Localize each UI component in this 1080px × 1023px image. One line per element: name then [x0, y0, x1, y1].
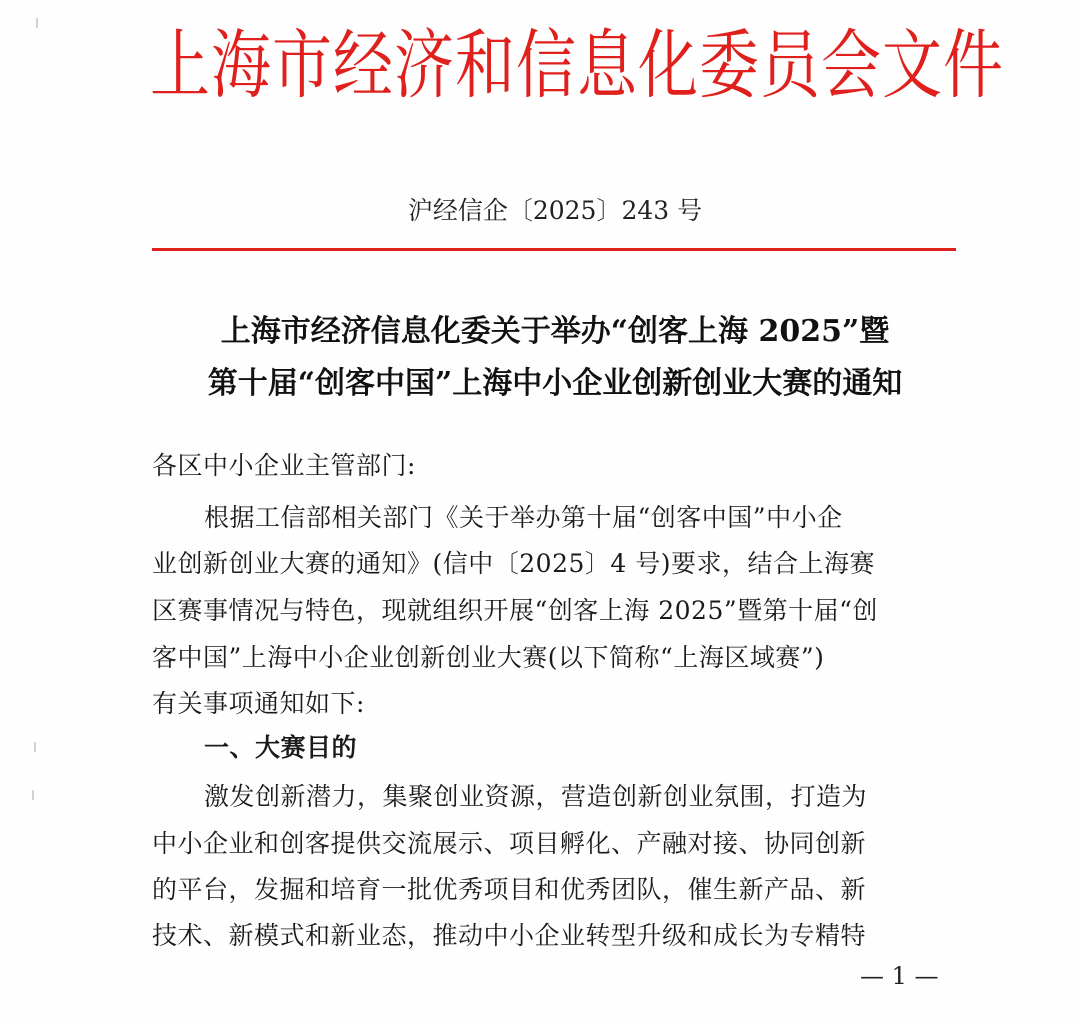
paragraph-line: 中小企业和创客提供交流展示、项目孵化、产融对接、协同创新: [152, 829, 867, 858]
salutation: 各区中小企业主管部门:: [152, 451, 416, 480]
paragraph-line: 客中国”上海中小企业创新创业大赛(以下简称“上海区域赛”): [152, 643, 825, 672]
paragraph-line: 区赛事情况与特色，现就组织开展“创客上海 2025”暨第十届“创: [152, 596, 878, 625]
paragraph-line: 的平台，发掘和培育一批优秀项目和优秀团队，催生新产品、新: [152, 875, 867, 904]
paragraph-line: 激发创新潜力，集聚创业资源，营造创新创业氛围，打造为: [204, 782, 868, 811]
scan-speck: [32, 790, 34, 800]
paragraph-line: 技术、新模式和新业态，推动中小企业转型升级和成长为专精特: [152, 921, 867, 950]
document-number: 沪经信企〔2025〕243 号: [407, 196, 703, 225]
scan-speck: [36, 18, 38, 28]
title-line-1: 上海市经济信息化委关于举办“创客上海 2025”暨: [220, 314, 890, 349]
paragraph-line: 业创新创业大赛的通知》(信中〔2025〕4 号)要求，结合上海赛: [152, 549, 875, 578]
scan-speck: [34, 742, 36, 752]
document-masthead: 上海市经济和信息化委员会文件: [150, 22, 1004, 110]
document-title: [150, 306, 960, 410]
section-heading: 一、大赛目的: [204, 733, 358, 762]
paragraph-line: 根据工信部相关部门《关于举办第十届“创客中国”中小企: [204, 503, 843, 532]
red-separator-line: [152, 248, 956, 251]
page-number: — 1 —: [860, 962, 939, 990]
paragraph-line: 有关事项通知如下:: [152, 689, 365, 718]
title-line-2: 第十届“创客中国”上海中小企业创新创业大赛的通知: [207, 366, 903, 401]
